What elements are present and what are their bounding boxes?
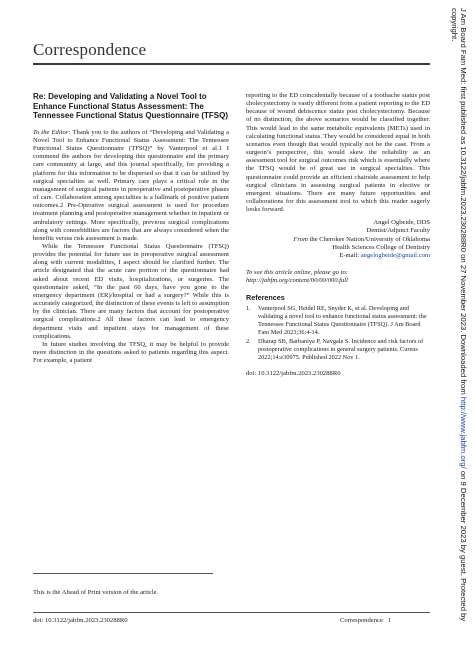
sidebar-before-link: J Am Board Fam Med: first published as 10.3122/jabfm.2023.230288R0 on 27 November 2023. Downloaded from: [459, 8, 468, 395]
affiliation-line-2: Health Sciences College of Dentistry: [332, 243, 430, 251]
editor-lead: To the Editor:: [33, 128, 71, 136]
sidebar-after-link: on 9 December 2023 by guest. Protected by copyright.: [450, 8, 468, 622]
signature-block: [246, 219, 430, 259]
email-label: E-mail:: [339, 251, 360, 259]
reference-text: Vanterpool SG, Heidel RE, Snyder K, et al. Developing and validating a novel tool to enhance functional status assessment: the Tennessee Functional Status Questionnaire (TFSQ). J Am Board Fam Med 2023;36:4-14.: [258, 305, 427, 336]
online-note: To see this article online, please go to: http://jabfm.org/content/00/00/000.full: [246, 268, 348, 284]
author-affiliation: [246, 236, 430, 244]
reference-text: Dharap SB, Barbaniya P, Navgale S. Incidence and risk factors of postoperative complications in general surgery patients. Cureus 2022;14:e30975. Published 2022 Nov 1.: [258, 338, 424, 362]
article-title: Re: Developing and Validating a Novel Tool to Enhance Functional Status Assessment: The Tennessee Functional Status Questionnaire (TFSQ): [33, 92, 228, 121]
left-column: [33, 92, 229, 365]
paragraph-1-text: Thank you to the authors of “Developing and Validating a Novel Tool to Enhance Functional Status Assessment: The Tennessee Functional Status Questionnaire (TFSQ)” by Vanterpool et al.1 I commend the authors for developing this questionnaire and the primary care community at large, and this journal specifically, for providing a platform for this information to be dispersed so that it can be utilized by surgical specialties as well. Primary care plays a critical role in the management of surgical patients in preoperative and postoperative phases of care. Collaboration among specialties is a hallmark of positive patient outcomes.2 Pre-Operative surgical assessment is used for procedure treatment planning and postoperative management whether in inpatient or ambulatory settings. More specifically, previous surgical complications along with comorbidities are factors that are always considered when the benefits versus risk assessment is made.: [33, 128, 230, 242]
reference-item: [246, 338, 430, 361]
references-heading: References: [246, 293, 285, 303]
footnote-rule: [33, 573, 213, 574]
affiliation-line-1: the Cherokee Nation/University of Oklahoma: [309, 235, 430, 243]
reference-item: [246, 305, 430, 336]
ahead-of-print-note: This is the Ahead of Print version of the article.: [33, 589, 159, 596]
paragraph-1: [33, 129, 229, 243]
footer-section: Correspondence: [340, 617, 383, 624]
paragraph-2: While the Tennessee Functional Status Questionnaire (TFSQ) provides the potential for future use in preoperative surgical assessment along with current modalities, I aspect should be clarified further. The article designated that the acute care portion of the questionnaire had asked about recent ED visits, hospitalizations, or surgeries. The questionnaire asked, “In the past 60 days, have you gone to the emergency department (ER)/hospital or had a surgery?” While this is accurately categorized, the distinction of these events is left to assumption by the clinician. There are many factors that account for postoperative surgical complications.2 All these factors can lead to emergency department visits and inpatient stays for management of these complications.: [33, 242, 229, 340]
footer-page-number: 1: [387, 617, 392, 624]
paragraph-4: reporting to the ED coincidentally because of a toothache status post cholecystectomy is vastly different from a patient reporting to the ED because of wound dehiscence status post cholecystectomy. Because of no distinction, the above scenarios would be classified together. This would lead to the same metabolic equivalents (METs) used in calculating functional status. They would be considered equal in both scenarios even though that would typically not be the case. From a surgeon’s perspective, this would skew the reliability as an assessment tool for surgical outcomes risk which is essentially where the TFSQ would be of great use in surgical specialties. This questionnaire could provide an efficient chairside assessment to help surgical clinicians in assessing surgical patients in elective or emergent situations. There are many future opportunities and collaborations for this assessment tool to which this reader eagerly looks forward.: [246, 92, 430, 214]
sidebar-link[interactable]: http://www.jabfm.org/: [459, 396, 468, 469]
copyright-sidebar: [441, 8, 469, 640]
author-name: Angel Ogbeide, DDS: [373, 219, 430, 227]
author-title: Dentist/Adjunct Faculty: [366, 227, 430, 235]
right-column: [246, 92, 430, 378]
reference-number: 2.: [246, 338, 251, 346]
reference-number: 1.: [246, 305, 251, 313]
from-label: From: [293, 235, 308, 243]
section-title: Correspondence: [33, 40, 147, 59]
footer-section-page: [340, 617, 391, 624]
author-email: [246, 252, 430, 260]
sidebar-text: [449, 8, 467, 640]
article-doi: doi: 10.3122/jabfm.2023.230288R0: [246, 369, 341, 377]
header-rule: [33, 63, 430, 65]
footer-rule: [33, 612, 430, 613]
paragraph-3: In future studies involving the TFSQ, it may be helpful to provide more distinction in the questions asked to patients regarding this aspect. For example, a patient: [33, 340, 229, 365]
footer-doi: doi: 10.3122/jabfm.2023.230288R0: [33, 617, 128, 624]
email-link[interactable]: angelogbeide@gmail.com: [360, 251, 430, 259]
